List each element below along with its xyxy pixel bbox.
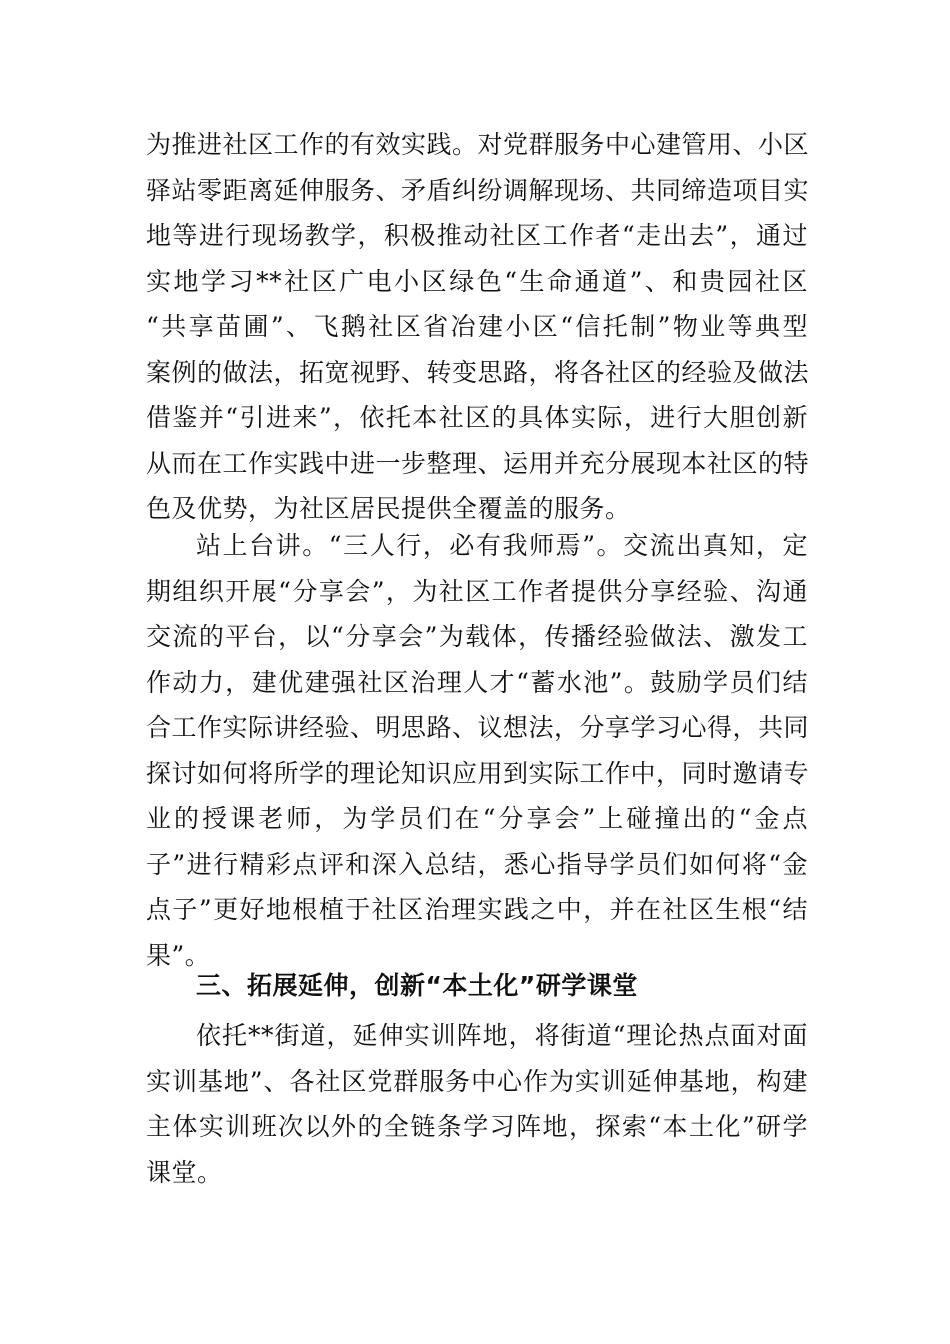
paragraph-line: 地等进行现场教学，积极推动社区工作者“走出去”，通过 xyxy=(146,221,808,250)
paragraph-line: 借鉴并“引进来”，依托本社区的具体实际，进行大胆创新 xyxy=(146,403,808,432)
paragraph-line: 作动力，建优建强社区治理人才“蓄水池”。鼓励学员们结 xyxy=(146,667,808,697)
paragraph-line: 期组织开展“分享会”，为社区工作者提供分享经验、沟通 xyxy=(146,576,808,606)
paragraph-line: 依托**街道，延伸实训阵地，将街道“理论热点面对面 xyxy=(196,1021,808,1050)
paragraph-line: “共享苗圃”、飞鹅社区省冶建小区“信托制”物业等典型 xyxy=(146,312,808,341)
paragraph-line: 为推进社区工作的有效实践。对党群服务中心建管用、小区 xyxy=(146,130,810,159)
paragraph-line: 课堂。 xyxy=(146,1157,223,1187)
paragraph-line: 子”进行精彩点评和深入总结，悉心指导学员们如何将“金 xyxy=(146,849,808,879)
paragraph-share-session xyxy=(146,523,808,978)
paragraph-line: 业的授课老师，为学员们在“分享会”上碰撞出的“金点 xyxy=(146,804,808,833)
paragraph-line: 探讨如何将所学的理论知识应用到实际工作中，同时邀请专 xyxy=(146,758,810,788)
paragraph-line: 驿站零距离延伸服务、矛盾纠纷调解现场、共同缔造项目实 xyxy=(146,175,810,205)
paragraph-line: 从而在工作实践中进一步整理、运用并充分展现本社区的特 xyxy=(146,448,810,478)
section-heading: 三、拓展延伸，创新“本土化”研学课堂 xyxy=(196,971,638,1000)
paragraph-line: 实训基地”、各社区党群服务中心作为实训延伸基地，构建 xyxy=(146,1066,808,1096)
paragraph-line: 交流的平台，以“分享会”为载体，传播经验做法、激发工 xyxy=(146,622,808,651)
paragraph-line: 实地学习**社区广电小区绿色“生命通道”、和贵园社区 xyxy=(146,266,808,296)
paragraph-line: 果”。 xyxy=(146,940,211,970)
paragraph-localized-study xyxy=(146,1013,808,1195)
paragraph-line: 案例的做法，拓宽视野、转变思路，将各社区的经验及做法 xyxy=(146,357,810,387)
paragraph-line: 站上台讲。“三人行，必有我师焉”。交流出真知，定 xyxy=(196,531,808,560)
paragraph-line: 点子”更好地根植于社区治理实践之中，并在社区生根“结 xyxy=(146,895,808,924)
paragraph-practice xyxy=(146,122,808,532)
paragraph-line: 色及优势，为社区居民提供全覆盖的服务。 xyxy=(146,494,631,523)
paragraph-line: 主体实训班次以外的全链条学习阵地，探索“本土化”研学 xyxy=(146,1112,808,1141)
paragraph-line: 合工作实际讲经验、明思路、议想法，分享学习心得，共同 xyxy=(146,713,810,742)
